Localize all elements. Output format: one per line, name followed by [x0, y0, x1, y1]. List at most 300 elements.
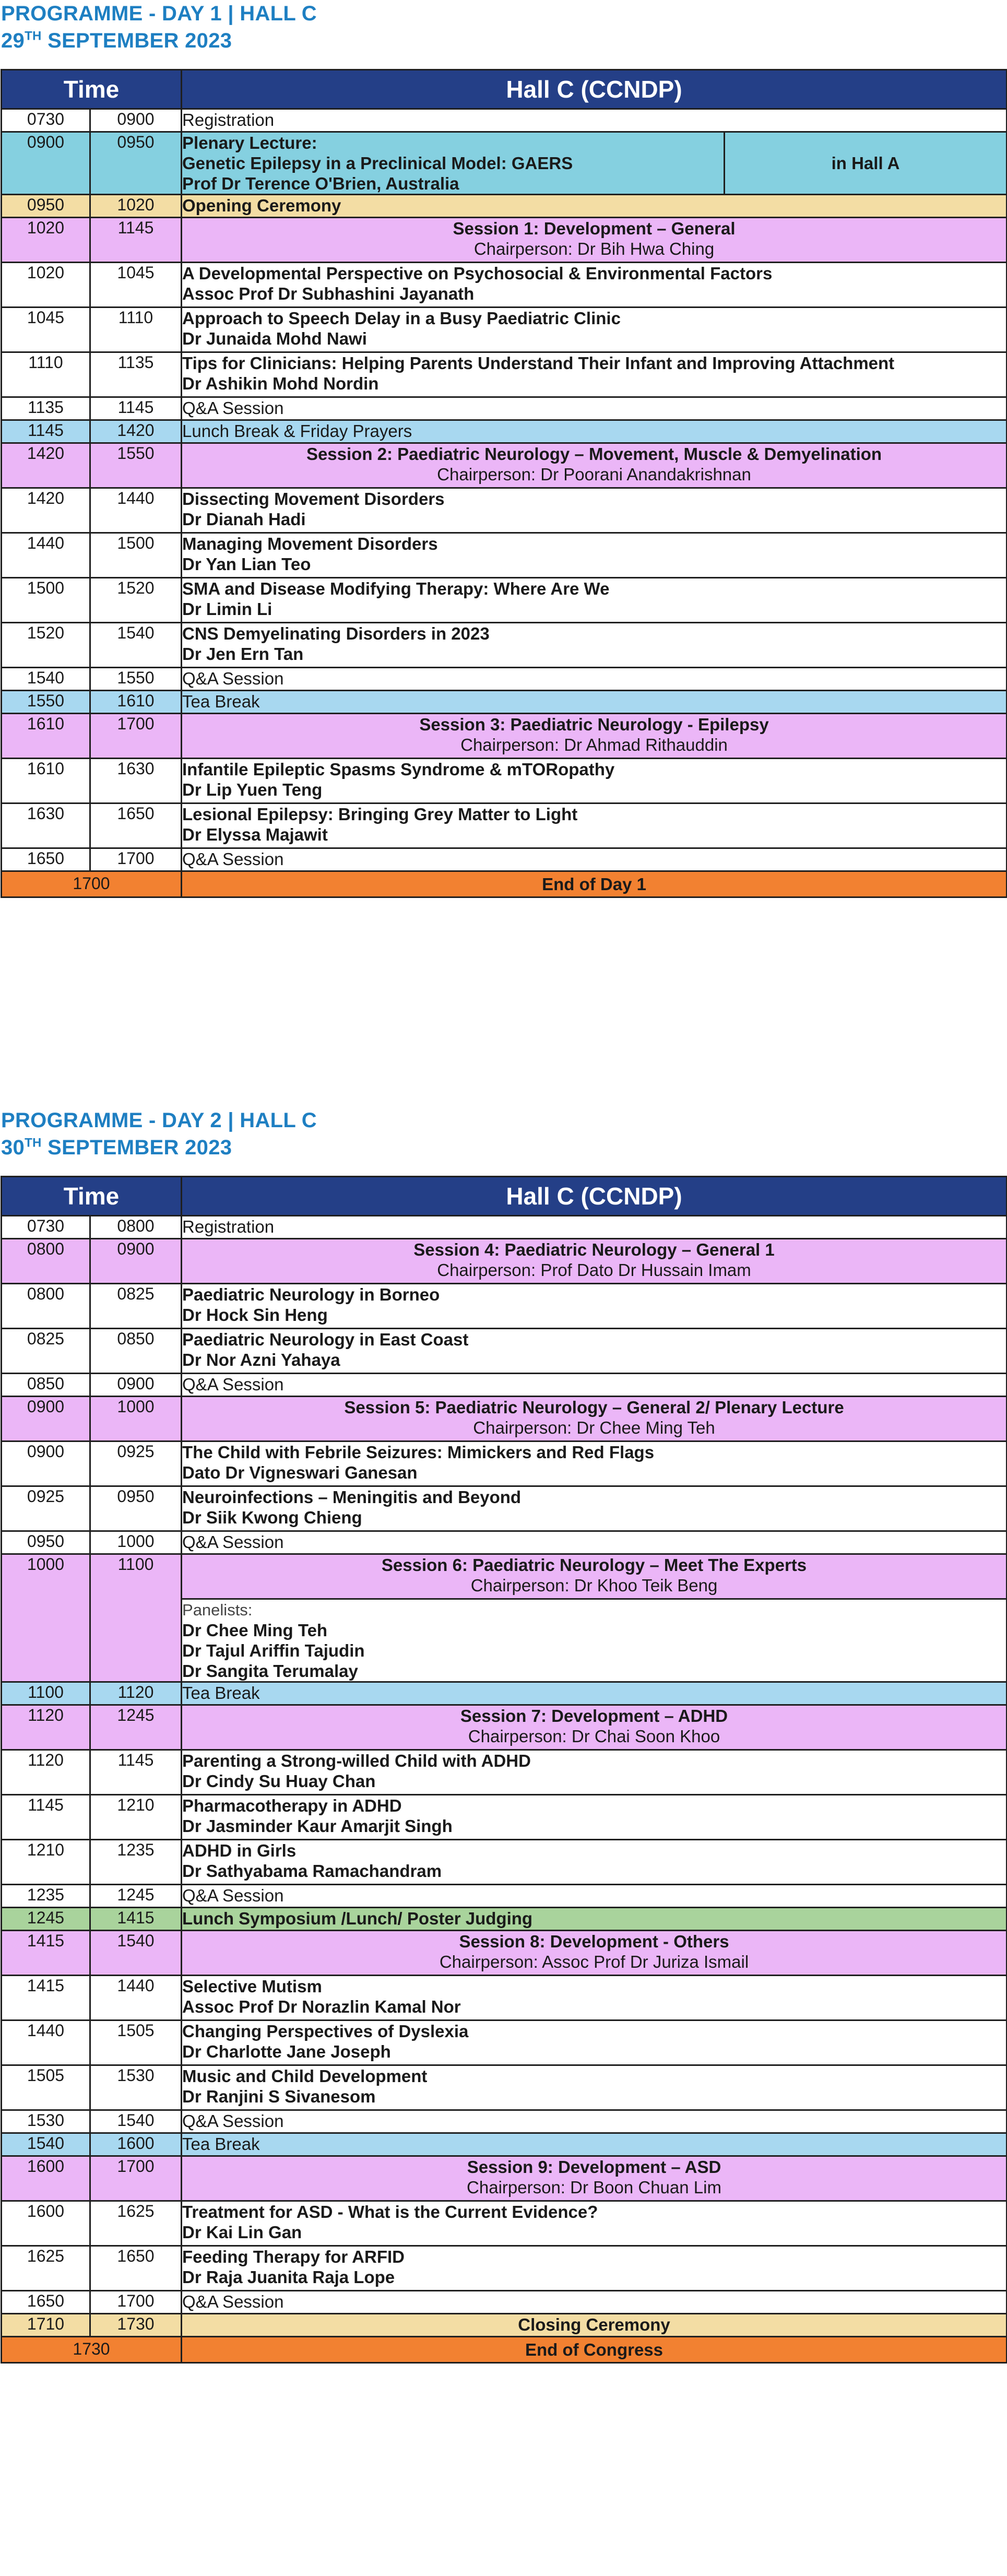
speaker-name: Dr Dianah Hadi	[182, 510, 306, 529]
speaker-name: Dr Ranjini S Sivanesom	[182, 2087, 376, 2106]
end-time: 1650	[90, 2246, 182, 2291]
speaker-name: Dr Elyssa Majawit	[182, 825, 328, 844]
session-content-cell	[182, 1705, 1007, 1750]
start-time: 0900	[2, 1397, 90, 1441]
session-content-cell	[182, 1976, 1007, 2020]
start-time: 1530	[2, 2110, 90, 2133]
talk-title: ADHD in Girls	[182, 1841, 297, 1860]
chairperson: Chairperson: Dr Chai Soon Khoo	[468, 1727, 720, 1746]
schedule-row	[2, 218, 1007, 263]
session-content-cell	[182, 195, 1007, 218]
plenary-line: Genetic Epilepsy in a Preclinical Model: GAERS	[182, 153, 573, 173]
start-time: 0730	[2, 109, 90, 132]
session-title: Session 9: Development – ASD	[467, 2157, 721, 2177]
item-label: Tea Break	[182, 1683, 260, 1703]
start-time: 1710	[2, 2314, 90, 2337]
end-time: 1135	[90, 352, 182, 397]
day1-title: PROGRAMME - DAY 1 | HALL C	[1, 2, 317, 25]
schedule-row	[2, 263, 1007, 308]
item-label: Closing Ceremony	[518, 2315, 670, 2334]
speaker-name: Dr Cindy Su Huay Chan	[182, 1771, 376, 1791]
end-time: 1610	[90, 691, 182, 714]
schedule-row	[2, 691, 1007, 714]
session-content-cell	[182, 2020, 1007, 2065]
start-time: 0825	[2, 1329, 90, 1374]
day1-date-num: 29	[1, 29, 25, 52]
end-time: 1700	[90, 2156, 182, 2201]
talk-title: Paediatric Neurology in Borneo	[182, 1285, 440, 1304]
plenary-line: Plenary Lecture:	[182, 133, 317, 152]
session-content-cell	[182, 759, 1007, 803]
chairperson: Chairperson: Dr Bih Hwa Ching	[473, 239, 715, 258]
start-time: 0800	[2, 1284, 90, 1329]
end-time: 1235	[90, 1840, 182, 1885]
end-time: 1020	[90, 195, 182, 218]
plenary-location: in Hall A	[725, 132, 1007, 195]
time-column-header: Time	[2, 70, 182, 109]
schedule-row	[2, 1885, 1007, 1908]
day1-table-body	[2, 109, 1007, 897]
start-time: 1045	[2, 308, 90, 352]
end-time: 0800	[90, 1216, 182, 1239]
talk-title: Pharmacotherapy in ADHD	[182, 1796, 402, 1815]
day1-headings	[0, 0, 1007, 69]
session-content-cell	[182, 1397, 1007, 1441]
start-time: 1145	[2, 420, 90, 443]
item-label: Q&A Session	[182, 398, 284, 418]
end-time: 1520	[90, 578, 182, 623]
start-time: 1600	[2, 2201, 90, 2246]
session-content-cell	[182, 2291, 1007, 2314]
panelist-name: Dr Tajul Ariffin Tajudin	[182, 1641, 365, 1660]
schedule-row	[2, 1705, 1007, 1750]
schedule-row	[2, 1976, 1007, 2020]
session-title: Session 1: Development – General	[453, 219, 736, 238]
start-time: 1440	[2, 533, 90, 578]
talk-title: Lesional Epilepsy: Bringing Grey Matter to Light	[182, 805, 578, 824]
day1-date	[1, 27, 1007, 54]
session-content-cell	[182, 2133, 1007, 2156]
start-time: 1625	[2, 2246, 90, 2291]
end-time: 1000	[90, 1397, 182, 1441]
session-content-cell	[182, 2201, 1007, 2246]
item-label: Registration	[182, 110, 275, 129]
session-title: Session 8: Development - Others	[459, 1932, 729, 1951]
end-time: 0900	[90, 1374, 182, 1397]
schedule-row	[2, 578, 1007, 623]
item-label: Q&A Session	[182, 1532, 284, 1552]
schedule-row	[2, 1397, 1007, 1441]
end-time: 1000	[90, 1531, 182, 1554]
session-content-cell	[182, 668, 1007, 691]
end-time: 1440	[90, 488, 182, 533]
start-time: 1610	[2, 759, 90, 803]
session-content-cell	[182, 691, 1007, 714]
chairperson: Chairperson: Dr Poorani Anandakrishnan	[437, 465, 751, 484]
talk-title: Neuroinfections – Meningitis and Beyond	[182, 1487, 522, 1507]
end-time: 1650	[90, 803, 182, 848]
start-time: 0900	[2, 1441, 90, 1486]
start-time: 1420	[2, 443, 90, 488]
start-time: 1610	[2, 714, 90, 759]
start-time: 1505	[2, 2065, 90, 2110]
schedule-row	[2, 803, 1007, 848]
end-time: 1145	[90, 397, 182, 420]
schedule-row	[2, 1750, 1007, 1795]
item-label: Lunch Break & Friday Prayers	[182, 421, 412, 441]
end-time: 0900	[90, 1239, 182, 1284]
item-label: Q&A Session	[182, 669, 284, 688]
speaker-name: Dato Dr Vigneswari Ganesan	[182, 1463, 418, 1482]
session-content-cell	[182, 218, 1007, 263]
speaker-name: Dr Limin Li	[182, 599, 273, 619]
schedule-row	[2, 714, 1007, 759]
day2-date-num: 30	[1, 1136, 25, 1159]
end-time: 1110	[90, 308, 182, 352]
item-label: Opening Ceremony	[182, 196, 341, 215]
end-time: 1420	[90, 420, 182, 443]
day2-date-rest: SEPTEMBER 2023	[41, 1136, 232, 1159]
speaker-name: Dr Charlotte Jane Joseph	[182, 2042, 391, 2061]
schedule-row	[2, 443, 1007, 488]
schedule-row	[2, 2246, 1007, 2291]
talk-title: Selective Mutism	[182, 1977, 322, 1996]
schedule-row	[2, 2337, 1007, 2363]
end-time: 1100	[90, 1554, 182, 1682]
schedule-row	[2, 1239, 1007, 1284]
day2-table-body	[2, 1216, 1007, 2363]
schedule-row	[2, 1216, 1007, 1239]
end-time: 1540	[90, 623, 182, 668]
schedule-row	[2, 1284, 1007, 1329]
talk-title: Infantile Epileptic Spasms Syndrome & mTORopathy	[182, 760, 615, 779]
speaker-name: Dr Lip Yuen Teng	[182, 780, 323, 799]
day1-date-rest: SEPTEMBER 2023	[41, 29, 232, 52]
chairperson: Chairperson: Dr Boon Chuan Lim	[467, 2178, 721, 2197]
schedule-row	[2, 871, 1007, 897]
schedule-row	[2, 1374, 1007, 1397]
schedule-row	[2, 623, 1007, 668]
session-content-cell	[182, 263, 1007, 308]
session-content-cell	[182, 109, 1007, 132]
session-content-cell	[182, 443, 1007, 488]
schedule-row	[2, 1441, 1007, 1486]
session-content-cell	[182, 848, 1007, 871]
session-content-cell	[182, 1486, 1007, 1531]
schedule-row	[2, 488, 1007, 533]
session-content-cell	[182, 1441, 1007, 1486]
schedule-row	[2, 1795, 1007, 1840]
chairperson: Chairperson: Dr Chee Ming Teh	[473, 1418, 715, 1437]
start-time: 0730	[2, 1216, 90, 1239]
start-time: 0950	[2, 195, 90, 218]
start-time: 1600	[2, 2156, 90, 2201]
end-time: 1550	[90, 443, 182, 488]
session-content-cell	[182, 623, 1007, 668]
start-time: 1415	[2, 1976, 90, 2020]
talk-title: Changing Perspectives of Dyslexia	[182, 2022, 469, 2041]
start-time: 1540	[2, 668, 90, 691]
end-time: 1120	[90, 1682, 182, 1705]
start-time: 1630	[2, 803, 90, 848]
end-time: 1700	[90, 848, 182, 871]
schedule-row	[2, 1531, 1007, 1554]
start-time: 1135	[2, 397, 90, 420]
session-title: Session 2: Paediatric Neurology – Movement, Muscle & Demyelination	[306, 444, 882, 464]
start-time: 1210	[2, 1840, 90, 1885]
schedule-row	[2, 2133, 1007, 2156]
session-content-cell	[182, 803, 1007, 848]
time-column-header: Time	[2, 1177, 182, 1216]
item-label: Q&A Session	[182, 2292, 284, 2311]
session-content-cell	[182, 714, 1007, 759]
end-time: 1210	[90, 1795, 182, 1840]
session-content-cell	[182, 2110, 1007, 2133]
schedule-row	[2, 195, 1007, 218]
schedule-row	[2, 668, 1007, 691]
session-title: Session 6: Paediatric Neurology – Meet The Experts	[381, 1555, 807, 1575]
start-time: 0850	[2, 1374, 90, 1397]
schedule-row	[2, 308, 1007, 352]
end-time: 0850	[90, 1329, 182, 1374]
hall-column-header: Hall C (CCNDP)	[182, 1177, 1007, 1216]
schedule-row	[2, 397, 1007, 420]
start-time: 1020	[2, 263, 90, 308]
session-content-cell	[182, 397, 1007, 420]
schedule-row	[2, 2314, 1007, 2337]
panelist-name: Dr Sangita Terumalay	[182, 1661, 358, 1681]
session-content-cell	[182, 1840, 1007, 1885]
end-time: 1245	[90, 1885, 182, 1908]
item-label: Q&A Session	[182, 1375, 284, 1394]
start-time: 1120	[2, 1750, 90, 1795]
start-time: 1000	[2, 1554, 90, 1682]
item-label: Lunch Symposium /Lunch/ Poster Judging	[182, 1909, 533, 1928]
talk-title: Paediatric Neurology in East Coast	[182, 1330, 469, 1349]
item-label: Q&A Session	[182, 1886, 284, 1905]
item-label: Registration	[182, 1217, 275, 1236]
schedule-row	[2, 2065, 1007, 2110]
end-time: 0925	[90, 1441, 182, 1486]
talk-title: Dissecting Movement Disorders	[182, 489, 445, 509]
schedule-row	[2, 1682, 1007, 1705]
session-content-cell	[182, 2246, 1007, 2291]
end-time: 1730	[90, 2314, 182, 2337]
day2-date-sup: TH	[25, 1136, 42, 1150]
schedule-row	[2, 109, 1007, 132]
schedule-row	[2, 1931, 1007, 1976]
end-time: 0950	[90, 132, 182, 195]
talk-title: A Developmental Perspective on Psychosocial & Environmental Factors	[182, 264, 773, 283]
start-time: 1145	[2, 1795, 90, 1840]
start-time: 1120	[2, 1705, 90, 1750]
end-time: 1700	[90, 714, 182, 759]
end-time: 1500	[90, 533, 182, 578]
speaker-name: Dr Jasminder Kaur Amarjit Singh	[182, 1816, 453, 1836]
talk-title: CNS Demyelinating Disorders in 2023	[182, 624, 490, 643]
start-time: 1550	[2, 691, 90, 714]
end-time: 1630	[90, 759, 182, 803]
speaker-name: Dr Siik Kwong Chieng	[182, 1508, 362, 1527]
start-time: 1100	[2, 1682, 90, 1705]
speaker-name: Dr Junaida Mohd Nawi	[182, 329, 367, 348]
session-content-cell	[182, 352, 1007, 397]
session-title: Session 3: Paediatric Neurology - Epilepsy	[419, 715, 769, 734]
start-time: 1540	[2, 2133, 90, 2156]
speaker-name: Dr Sathyabama Ramachandram	[182, 1861, 442, 1881]
end-time: 0950	[90, 1486, 182, 1531]
item-label: Q&A Session	[182, 2111, 284, 2131]
session-content-cell	[182, 1374, 1007, 1397]
panelists-cell	[182, 1599, 1007, 1682]
schedule-row	[2, 1908, 1007, 1931]
schedule-row	[2, 1329, 1007, 1374]
schedule-row	[2, 2156, 1007, 2201]
hall-column-header: Hall C (CCNDP)	[182, 70, 1007, 109]
end-time: 0900	[90, 109, 182, 132]
schedule-row	[2, 2110, 1007, 2133]
day1-date-sup: TH	[25, 29, 42, 43]
speaker-name: Dr Ashikin Mohd Nordin	[182, 374, 379, 393]
schedule-row	[2, 132, 1007, 195]
day1-schedule-table	[1, 69, 1007, 898]
session-content-cell	[182, 1682, 1007, 1705]
end-time: 0825	[90, 1284, 182, 1329]
start-time: 1110	[2, 352, 90, 397]
session-content-cell	[182, 533, 1007, 578]
session-content-cell	[182, 2314, 1007, 2337]
plenary-line: Prof Dr Terence O'Brien, Australia	[182, 174, 459, 193]
end-time-cell: 1730	[2, 2337, 182, 2363]
session-content-cell	[182, 578, 1007, 623]
session-content-cell	[182, 1931, 1007, 1976]
start-time: 1415	[2, 1931, 90, 1976]
day2-schedule-table	[1, 1176, 1007, 2364]
session-content-cell	[182, 1239, 1007, 1284]
end-time: 1245	[90, 1705, 182, 1750]
session-content-cell	[182, 1216, 1007, 1239]
day2-section	[0, 1107, 1007, 2364]
end-time: 1540	[90, 1931, 182, 1976]
speaker-name: Dr Jen Ern Tan	[182, 644, 304, 664]
start-time: 1520	[2, 623, 90, 668]
session-title: Session 5: Paediatric Neurology – General 2/ Plenary Lecture	[344, 1398, 844, 1417]
chairperson: Chairperson: Dr Khoo Teik Beng	[470, 1576, 718, 1595]
end-time: 1600	[90, 2133, 182, 2156]
item-label: Q&A Session	[182, 849, 284, 869]
end-label: End of Day 1	[182, 871, 1007, 897]
speaker-name: Dr Yan Lian Teo	[182, 554, 311, 574]
end-time-cell: 1700	[2, 871, 182, 897]
speaker-name: Assoc Prof Dr Norazlin Kamal Nor	[182, 1997, 461, 2016]
start-time: 0950	[2, 1531, 90, 1554]
item-label: Tea Break	[182, 692, 260, 711]
session-title: Session 4: Paediatric Neurology – General 1	[413, 1240, 775, 1259]
session-content-cell	[182, 308, 1007, 352]
plenary-cell	[182, 132, 725, 195]
talk-title: Treatment for ASD - What is the Current Evidence?	[182, 2202, 598, 2221]
session-content-cell	[182, 1531, 1007, 1554]
start-time: 0925	[2, 1486, 90, 1531]
end-time: 1625	[90, 2201, 182, 2246]
start-time: 1235	[2, 1885, 90, 1908]
schedule-row	[2, 2201, 1007, 2246]
session-content-cell	[182, 1750, 1007, 1795]
end-time: 1415	[90, 1908, 182, 1931]
day2-date	[1, 1134, 1007, 1161]
schedule-row	[2, 848, 1007, 871]
end-time: 1505	[90, 2020, 182, 2065]
start-time: 1245	[2, 1908, 90, 1931]
talk-title: The Child with Febrile Seizures: Mimickers and Red Flags	[182, 1443, 655, 1462]
session-content-cell	[182, 1885, 1007, 1908]
panelists-label: Panelists:	[182, 1601, 253, 1619]
end-time: 1145	[90, 1750, 182, 1795]
item-label: Tea Break	[182, 2134, 260, 2154]
start-time: 1650	[2, 848, 90, 871]
talk-title: Feeding Therapy for ARFID	[182, 2247, 405, 2266]
talk-title: SMA and Disease Modifying Therapy: Where Are We	[182, 579, 610, 598]
start-time: 1420	[2, 488, 90, 533]
session-content-cell	[182, 2065, 1007, 2110]
end-time: 1045	[90, 263, 182, 308]
schedule-row	[2, 759, 1007, 803]
session-content-cell	[182, 488, 1007, 533]
chairperson: Chairperson: Assoc Prof Dr Juriza Ismail	[439, 1952, 749, 1971]
end-time: 1700	[90, 2291, 182, 2314]
start-time: 0900	[2, 132, 90, 195]
schedule-row	[2, 2291, 1007, 2314]
end-time: 1145	[90, 218, 182, 263]
start-time: 0800	[2, 1239, 90, 1284]
day1-section	[0, 0, 1007, 898]
speaker-name: Dr Kai Lin Gan	[182, 2223, 302, 2242]
speaker-name: Dr Raja Juanita Raja Lope	[182, 2267, 395, 2287]
session-content-cell	[182, 1795, 1007, 1840]
session-title: Session 7: Development – ADHD	[460, 1706, 728, 1726]
chairperson: Chairperson: Prof Dato Dr Hussain Imam	[437, 1260, 751, 1280]
schedule-row	[2, 533, 1007, 578]
day2-headings	[0, 1107, 1007, 1176]
session-content-cell	[182, 420, 1007, 443]
session-content-cell	[182, 1284, 1007, 1329]
speaker-name: Dr Nor Azni Yahaya	[182, 1350, 340, 1369]
schedule-row	[2, 1554, 1007, 1599]
talk-title: Tips for Clinicians: Helping Parents Understand Their Infant and Improving Attachment	[182, 353, 895, 373]
speaker-name: Dr Hock Sin Heng	[182, 1305, 328, 1325]
talk-title: Managing Movement Disorders	[182, 534, 438, 553]
schedule-row	[2, 420, 1007, 443]
session-content-cell	[182, 1908, 1007, 1931]
schedule-row	[2, 1840, 1007, 1885]
start-time: 1440	[2, 2020, 90, 2065]
end-time: 1530	[90, 2065, 182, 2110]
talk-title: Approach to Speech Delay in a Busy Paediatric Clinic	[182, 309, 621, 328]
end-label: End of Congress	[182, 2337, 1007, 2363]
start-time: 1020	[2, 218, 90, 263]
schedule-row	[2, 1486, 1007, 1531]
session-content-cell	[182, 2156, 1007, 2201]
talk-title: Music and Child Development	[182, 2066, 428, 2086]
end-time: 1440	[90, 1976, 182, 2020]
schedule-row	[2, 352, 1007, 397]
panelist-name: Dr Chee Ming Teh	[182, 1621, 328, 1640]
start-time: 1650	[2, 2291, 90, 2314]
talk-title: Parenting a Strong-willed Child with ADHD	[182, 1751, 531, 1770]
chairperson: Chairperson: Dr Ahmad Rithauddin	[460, 735, 728, 754]
start-time: 1500	[2, 578, 90, 623]
end-time: 1540	[90, 2110, 182, 2133]
